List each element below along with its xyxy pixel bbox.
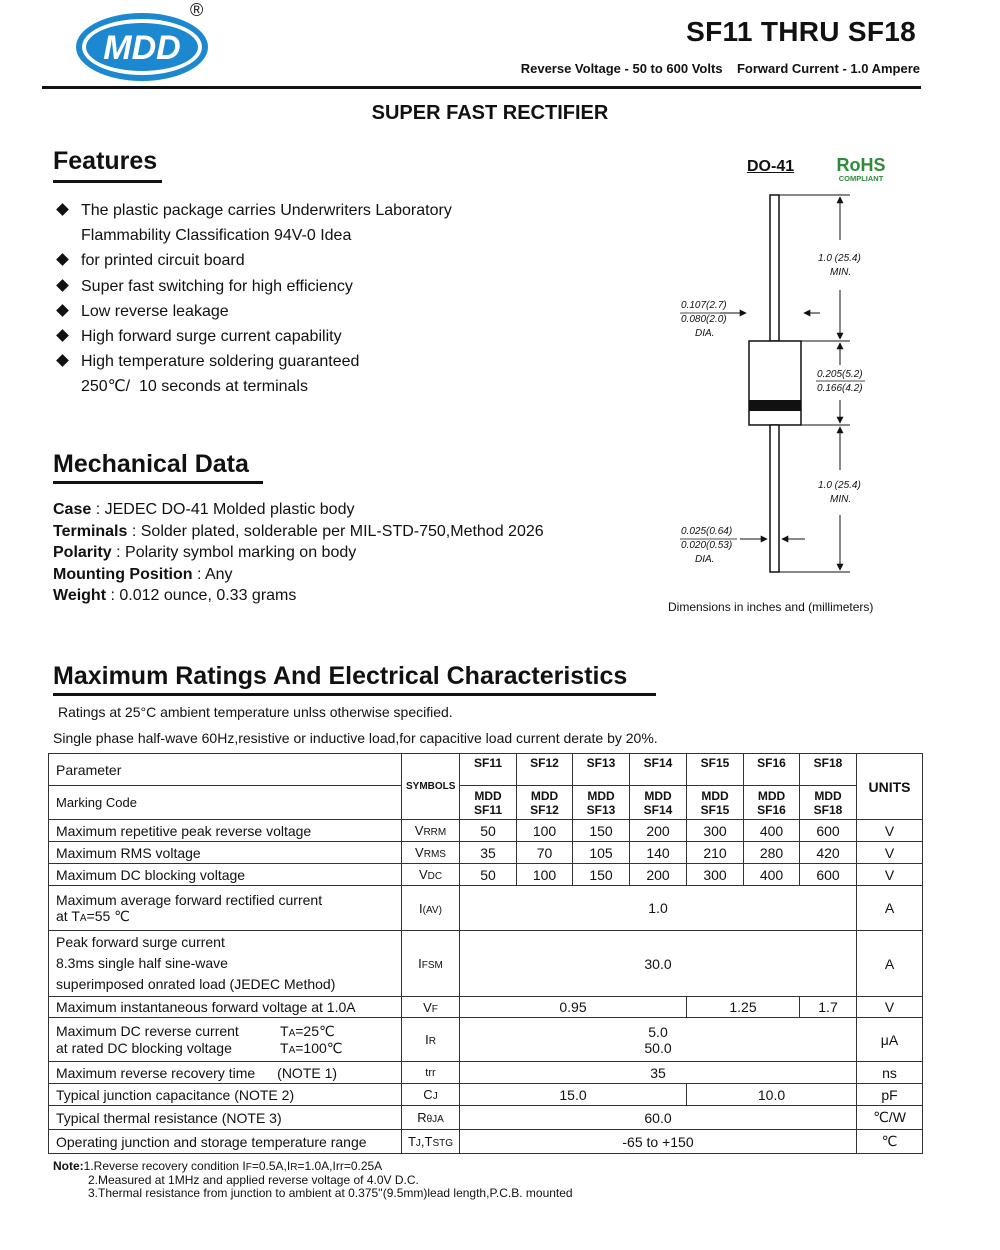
mechanical-list [53,499,544,607]
lead-dia-label: DIA. [695,554,715,565]
mech-row-case: Case : JEDEC DO-41 Molded plastic body [53,501,355,518]
table-row-cj: Typical junction capacitance (NOTE 2) CJ 15.0 10.0 pF [49,1084,923,1106]
bullet-icon [56,354,69,367]
header-part: SF15 [687,754,744,786]
body-dia-max-label: 0.107(2.7) [681,300,727,311]
table-row-rth: Typical thermal resistance (NOTE 3) RθJA 60.0 ℃/W [49,1106,923,1130]
table-row-iav: Maximum average forward rectified current at TA=55 ℃ I(AV) 1.0 A [49,886,923,931]
mech-row-weight: Weight : 0.012 ounce, 0.33 grams [53,587,297,605]
marking-code: MDD SF13 [573,786,630,820]
feature-item: High forward surge current capability [55,324,452,349]
bullet-icon [56,329,69,342]
table-row-trr: Maximum reverse recovery time (NOTE 1) trr 35 ns [49,1062,923,1084]
lead-length-top-label: 1.0 (25.4) [818,253,861,264]
feature-item: Flammability Classification 94V-0 Idea [81,227,352,245]
table-row-tj: Operating junction and storage temperature range TJ,TSTG -65 to +150 ℃ [49,1130,923,1154]
feature-item: The plastic package carries Underwriters Laboratory [55,198,452,223]
header-part: SF16 [744,754,800,786]
table-row-vdc: Maximum DC blocking voltage VDC 50 100 150 200 300 400 600 V [49,864,923,886]
lead-length-top-min: MIN. [830,267,852,278]
table-row-vf: Maximum instantaneous forward voltage at 1.0A VF 0.95 1.25 1.7 V [49,997,923,1018]
marking-code: MDD SF15 [687,786,744,820]
lead-length-bottom-min: MIN. [830,494,852,505]
header-part: SF18 [800,754,857,786]
note-1: Note:1.Reverse recovery condition IF=0.5A,IR=1.0A,Irr=0.25A [53,1159,383,1173]
feature-item: Low reverse leakage [55,299,452,324]
ratings-table [48,753,923,1154]
bullet-icon [56,304,69,317]
table-row-vrrm: Maximum repetitive peak reverse voltage VRRM 50 100 150 200 300 400 600 V [49,820,923,842]
bullet-icon [56,254,69,267]
lead-dia-min-label: 0.020(0.53) [681,540,733,551]
logo-text: MDD [103,29,181,67]
mech-row-polarity: Polarity : Polarity symbol marking on body [53,544,357,562]
features-underline [53,180,162,183]
package-name: DO-41 [747,158,795,175]
ratings-note-load: Single phase half-wave 60Hz,resistive or inductive load,for capacitive load current derate by 20%. [53,730,658,746]
feature-item: Super fast switching for high efficiency [55,274,452,299]
header-marking-code: Marking Code [49,786,402,820]
table-row-ir: Maximum DC reverse current TA=25℃ at rated DC blocking voltage TA=100℃ IR 5.0 50.0 μA [49,1018,923,1062]
table-row-vrms: Maximum RMS voltage VRMS 35 70 105 140 210 280 420 V [49,842,923,864]
ratings-underline [53,693,656,696]
lead-length-bottom-label: 1.0 (25.4) [818,480,861,491]
part-range-title: SF11 THRU SF18 [686,16,916,47]
mechanical-heading: Mechanical Data [53,450,249,478]
features-list [55,198,452,400]
mech-row-terminals: Terminals : Solder plated, solderable per MIL-STD-750,Method 2026 [53,522,544,540]
dimension-note: Dimensions in inches and (millimeters) [668,600,874,614]
ratings-note-temperature: Ratings at 25°C ambient temperature unlss otherwise specified. [58,704,453,720]
marking-code: MDD SF18 [800,786,857,820]
diode-body [749,341,801,425]
bottom-lead [770,425,779,572]
cathode-band [749,400,801,411]
product-type: SUPER FAST RECTIFIER [371,102,609,124]
note-2: 2.Measured at 1MHz and applied reverse voltage of 4.0V D.C. [88,1173,419,1187]
marking-code: MDD SF11 [460,786,517,820]
bullet-icon [56,203,69,216]
bullet-icon [56,279,69,292]
registered-mark: ® [190,0,204,20]
header-part: SF14 [630,754,687,786]
header-symbols: SYMBOLS [402,754,460,820]
note-3: 3.Thermal resistance from junction to ambient at 0.375''(9.5mm)lead length,P.C.B. mounted [88,1186,573,1200]
lead-dia-max-label: 0.025(0.64) [681,526,733,537]
do41-outline-drawing [660,185,920,585]
feature-item: High temperature soldering guaranteed [55,349,452,374]
notes-block [53,1160,573,1200]
header-divider [42,86,921,89]
header-part: SF11 [460,754,517,786]
top-lead [770,195,779,341]
marking-code: MDD SF16 [744,786,800,820]
mechanical-underline [53,481,263,484]
ratings-heading: Maximum Ratings And Electrical Characteristics [53,662,628,690]
features-heading: Features [53,147,158,175]
body-length-max-label: 0.205(5.2) [817,369,863,380]
body-dia-min-label: 0.080(2.0) [681,314,727,325]
svg-text:COMPLIANT: COMPLIANT [838,174,884,183]
feature-item: for printed circuit board [55,248,452,273]
feature-item: 250℃/ 10 seconds at terminals [81,378,308,396]
svg-text:RoHS: RoHS [836,155,886,175]
header-part: SF12 [517,754,573,786]
rating-subtitle: Reverse Voltage - 50 to 600 Volts Forward Current - 1.0 Ampere [520,61,920,76]
table-row [49,754,923,786]
mech-row-mounting: Mounting Position : Any [53,565,233,583]
table-row-ifsm: Peak forward surge current 8.3ms single half sine-wave superimposed onrated load (JEDEC Method) IFSM 30.0 A [49,931,923,997]
header-parameter: Parameter [49,754,402,786]
table-row [49,786,923,820]
marking-code: MDD SF12 [517,786,573,820]
marking-code: MDD SF14 [630,786,687,820]
body-dia-label: DIA. [695,328,715,339]
header-part: SF13 [573,754,630,786]
rohs-compliant-icon [836,152,886,184]
body-length-min-label: 0.166(4.2) [817,383,863,394]
header-units: UNITS [857,754,923,820]
